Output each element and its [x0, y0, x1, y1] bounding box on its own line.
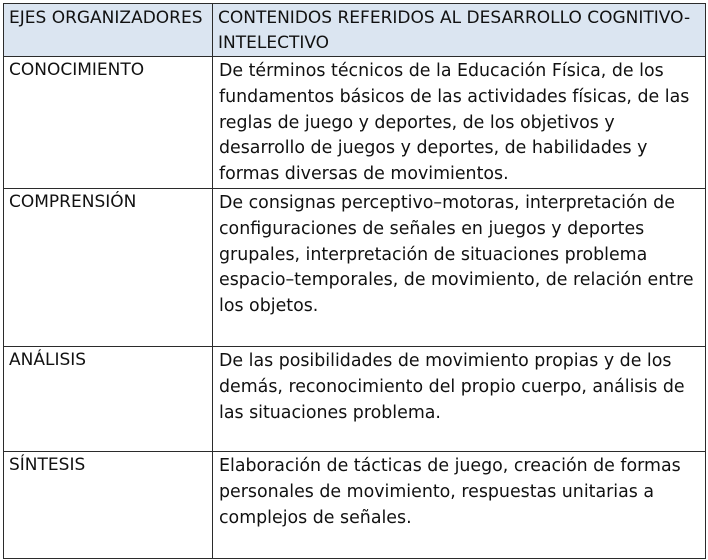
content-cell: De términos técnicos de la Educación Física, de los fundamentos básicos de las actividades físicas, de las reglas de juego y deportes, de los objetivos y desarrollo de juegos y deportes, de habilidades y formas diversas de movimientos.: [213, 57, 706, 189]
contents-table: [3, 3, 706, 559]
axis-cell: COMPRENSIÓN: [4, 188, 213, 346]
table-header-row: [4, 4, 706, 57]
header-axes: EJES ORGANIZADORES: [4, 4, 213, 57]
axis-cell: SÍNTESIS: [4, 451, 213, 558]
table-row-comprension: [4, 188, 706, 346]
axis-cell: CONOCIMIENTO: [4, 57, 213, 189]
content-cell: De las posibilidades de movimiento propias y de los demás, reconocimiento del propio cuerpo, análisis de las situaciones problema.: [213, 346, 706, 451]
table-row-analisis: [4, 346, 706, 451]
content-cell: De consignas perceptivo–motoras, interpretación de configuraciones de señales en juegos y deportes grupales, interpretación de situaciones problema espacio–temporales, de movimiento, de relación entre los objetos.: [213, 188, 706, 346]
axis-cell: ANÁLISIS: [4, 346, 213, 451]
table-row-sintesis: [4, 451, 706, 558]
content-cell: Elaboración de tácticas de juego, creación de formas personales de movimiento, respuestas unitarias a complejos de señales.: [213, 451, 706, 558]
header-contents: CONTENIDOS REFERIDOS AL DESARROLLO COGNITIVO-INTELECTIVO: [213, 4, 706, 57]
table-row-conocimiento: [4, 57, 706, 189]
